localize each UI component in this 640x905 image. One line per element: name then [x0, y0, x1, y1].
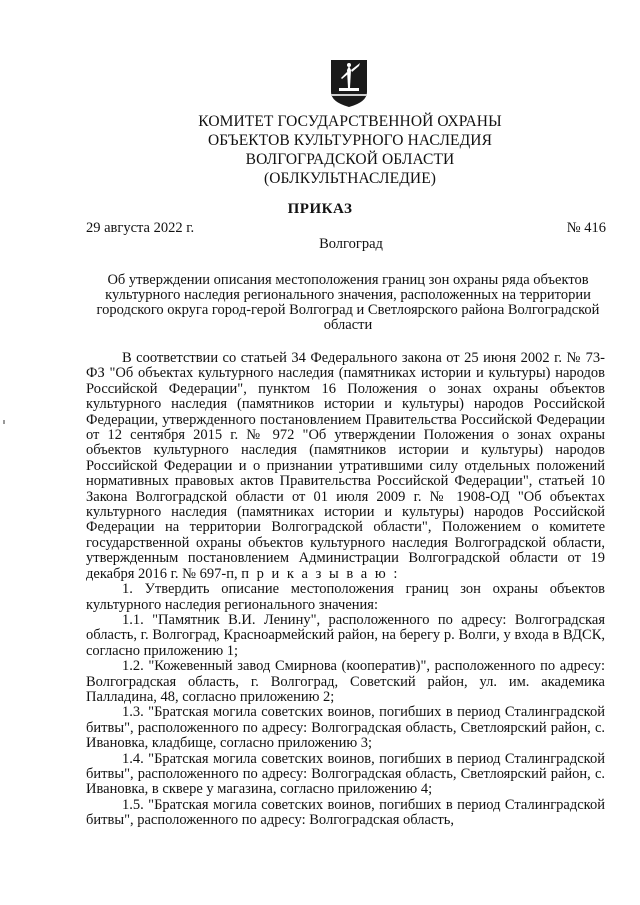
list-item: 1. Утвердить описание местоположения границ зон охраны объектов культурного наследия регионального значения: [86, 581, 605, 613]
org-line: ОБЪЕКТОВ КУЛЬТУРНОГО НАСЛЕДИЯ [207, 132, 493, 149]
org-line: ВОЛГОГРАДСКОЙ ОБЛАСТИ [245, 151, 455, 168]
list-item: 1.1. "Памятник В.И. Ленину", расположенного по адресу: Волгоградская область, г. Волгоград, Красноармейский район, на берегу р. Волги, у входа в ВДСК, согласно приложению 1; [86, 611, 605, 659]
organization-name [110, 112, 590, 188]
order-date: 29 августа 2022 г. [86, 220, 195, 236]
list-item: 1.2. "Кожевенный завод Смирнова (кооператив)", расположенного по адресу: Волгоградская область, г. Волгоград, Советский район, ул. им. академика Палладина, 48, согласно приложению 2; [86, 658, 605, 705]
volgograd-region-emblem-icon [329, 58, 369, 108]
order-city: Волгоград [319, 236, 383, 252]
preamble-paragraph [86, 351, 605, 582]
list-item: 1.4. "Братская могила советских воинов, погибших в период Сталинградской битвы", расположенного по адресу: Волгоградская область, Светлоярский район, с. Ивановка, в сквере у магазина, согласно приложению 4; [86, 750, 605, 798]
org-line: КОМИТЕТ ГОСУДАРСТВЕННОЙ ОХРАНЫ [198, 113, 502, 130]
list-item: 1.5. "Братская могила советских воинов, погибших в период Сталинградской битвы", расположенного по адресу: Волгоградская область, [86, 796, 605, 829]
preamble-text: В соответствии со статьей 34 Федерального закона от 25 июня 2002 г. № 73-ФЗ "Об объектах культурного наследия (памятниках истории и культуры) народов Российской Федерации", пунктом 16 Положения о зонах охраны объектов культурного наследия (памятников истории и культуры) народов Российской Федерации, утвержденного постановлением Правительства Российской Федерации от 12 сентября 2015 г. № 972 "Об утверждении Положения о зонах охраны объектов культурного наследия (памятников истории и культуры) народов Российской Федерации и о признании утратившими силу отдельных положений нормативных правовых актов Правительства Российской Федерации", статьей 10 Закона Волгоградской области от 01 июля 2009 г. № 1908-ОД "Об объектах культурного наследия (памятниках истории и культуры) народов Российской Федерации на территории Волгоградской области", Положением о комитете государственной охраны объектов культурного наследия Волгоградской области, утвержденным постановлением Администрации Волгоградской области от 19 декабря 2016 г. № 697-п, [86, 350, 605, 582]
document-body [86, 351, 605, 829]
list-item: 1.3. "Братская могила советских воинов, погибших в период Сталинградской битвы", расположенного по адресу: Волгоградская область, Светлоярский район, с. Ивановка, кладбище, согласно приложению 3; [86, 704, 605, 752]
org-abbreviation: (ОБЛКУЛЬТНАСЛЕДИЕ) [263, 170, 437, 187]
scan-edge-mark [3, 420, 5, 424]
document-title: ПРИКАЗ [287, 201, 353, 217]
decree-word: п р и к а з ы в а ю : [241, 565, 400, 582]
order-number: № 416 [566, 220, 606, 236]
order-subject: Об утверждении описания местоположения границ зон охраны ряда объектов культурного наследия регионального значения, расположенных на территории городского округа город-герой Волгоград и Светлоярского района Волгоградской области [96, 272, 600, 333]
